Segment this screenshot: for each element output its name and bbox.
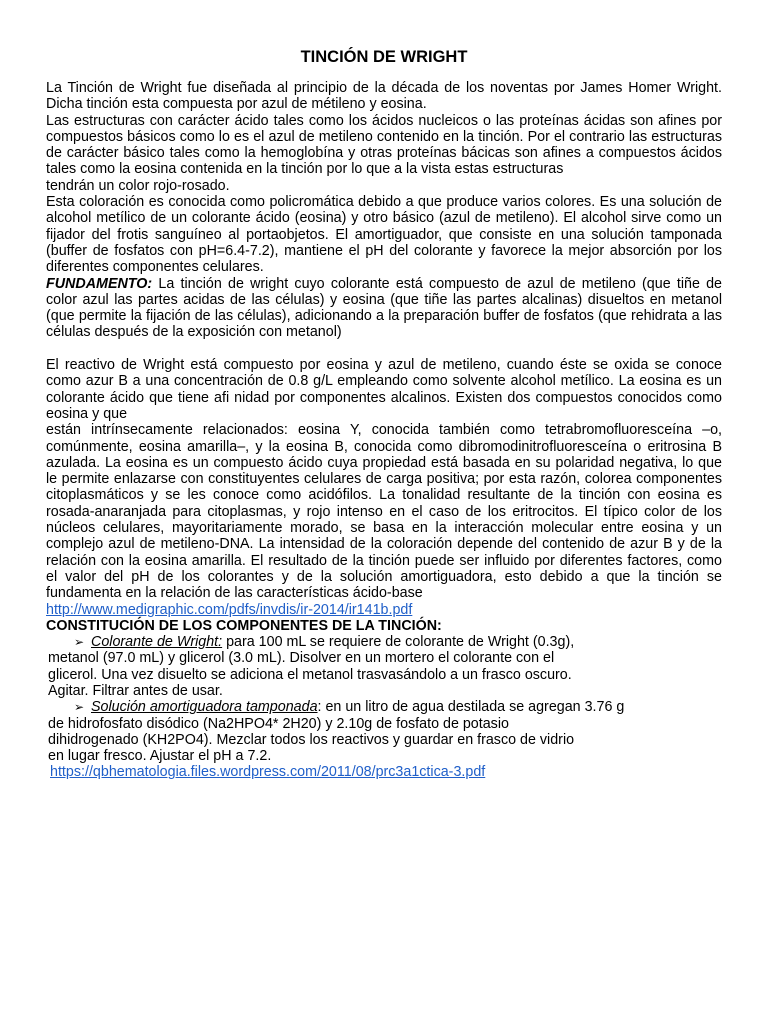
reagent-paragraph-2: están intrínsecamente relacionados: eosina Y, conocida también como tetrabromofluoresceína –o, comúnmente, eosina amarilla–, y la eosina B, conocida como dibromodinitrofluoresceína o eritrosina B azulada. La eosina es un compuesto ácido cuya propiedad está basada en su polaridad negativa, lo que le permite enlazarse con constituyentes celulares de carga positiva; por esta razón, colorea componentes citoplasmáticos y se les conoce como acidófilos. La tonalidad resultante de la tinción con eosina es rosada-anaranjada para citoplasmas, y rojo intenso en el caso de los eritrocitos. El típico color de los núcleos celulares, mayoritariamente morado, se basa en la interacción molecular entre eosina y un complejo azul de metileno-DNA. La intensidad de la coloración depende del contenido de azur B y de la relación con la eosina amarilla. El resultado de la tinción puede ser influido por diferentes factores, como el valor del pH de los colorantes y de la solución amortiguadora, esto debido a que la tinción se fundamenta en la relación de las características ácido-base [46, 422, 722, 602]
fundamento-text: La tinción de wright cuyo colorante está compuesto de azul de metileno (que tiñe de color azul las partes acidas de las células) y eosina (que tiñe las partes alcalinas) disueltos en metanol (que permite la fijación de las células), adicionando a la preparación buffer de fosfatos (que rehidrata a las células después de la exposición con metanol) [46, 275, 722, 341]
intro-paragraph-1: La Tinción de Wright fue diseñada al principio de la década de los noventas por James Homer Wright. Dicha tinción esta compuesta por azul de métileno y eosina. [46, 80, 722, 113]
document-title: TINCIÓN DE WRIGHT [300, 48, 468, 66]
intro-paragraph-3: tendrán un color rojo-rosado. [46, 177, 230, 194]
solucion-line-3: dihidrogenado (KH2PO4). Mezclar todos los reactivos y guardar en frasco de vidrio [48, 731, 575, 748]
solucion-line-4: en lugar fresco. Ajustar el pH a 7.2. [48, 748, 272, 765]
bullet-item-solucion [46, 699, 722, 715]
fundamento-paragraph [46, 276, 722, 341]
solucion-label: Solución amortiguadora tamponada [91, 699, 318, 716]
solucion-line-1: : en un litro de agua destilada se agregan 3.76 g [317, 699, 625, 716]
arrow-bullet-icon: ➢ [74, 635, 85, 650]
colorante-label: Colorante de Wright: [91, 634, 223, 651]
colorante-line-4: Agitar. Filtrar antes de usar. [48, 682, 223, 699]
colorante-line-2: metanol (97.0 mL) y glicerol (3.0 mL). Disolver en un mortero el colorante con el [48, 650, 555, 667]
fundamento-label: FUNDAMENTO: [46, 275, 153, 292]
colorante-line-3: glicerol. Una vez disuelto se adiciona el metanol trasvasándolo a un frasco oscuro. [48, 666, 572, 683]
blank-line [46, 341, 722, 357]
medigraphic-link[interactable]: http://www.medigraphic.com/pdfs/invdis/ir-2014/ir141b.pdf [46, 601, 413, 618]
document-body [46, 80, 722, 781]
bullet-item-colorante [46, 634, 722, 650]
qbhematologia-link[interactable]: https://qbhematologia.files.wordpress.com/2011/08/prc3a1ctica-3.pdf [50, 764, 486, 781]
intro-paragraph-4: Esta coloración es conocida como policromática debido a que produce varios colores. Es una solución de alcohol metílico de un colorante ácido (eosina) y otro básico (azul de metileno). El alcohol sirve como un fijador del frotis sanguíneo al portaobjetos. El amortiguador, que consiste en una solución tamponada (buffer de fosfatos con pH=6.4-7.2), mantiene el pH del colorante y favorece la mejor absorción por los diferentes componentes celulares. [46, 194, 722, 276]
colorante-line-1: para 100 mL se requiere de colorante de Wright (0.3g), [222, 634, 575, 651]
arrow-bullet-icon: ➢ [74, 700, 85, 715]
constitution-heading: CONSTITUCIÓN DE LOS COMPONENTES DE LA TINCIÓN: [46, 617, 442, 634]
reagent-paragraph-1: El reactivo de Wright está compuesto por eosina y azul de metileno, cuando éste se oxida se conoce como azur B a una concentración de 0.8 g/L empleando como solvente alcohol metílico. La eosina es un colorante ácido que tiene afi nidad por componentes alcalinos. Existen dos compuestos conocidos como eosina y que [46, 357, 722, 422]
intro-paragraph-2: Las estructuras con carácter ácido tales como los ácidos nucleicos o las proteínas ácidas son afines por compuestos básicos como lo es el azul de metileno contenido en la tinción. Por el contrario las estructuras de carácter básico tales como la hemoglobína y otras proteínas bácicas son afines a compuestos ácidos tales como la eosina contenida en la tinción por lo que a la vista estas estructuras [46, 112, 722, 178]
solucion-line-2: de hidrofosfato disódico (Na2HPO4* 2H20) y 2.10g de fosfato de potasio [48, 715, 509, 732]
